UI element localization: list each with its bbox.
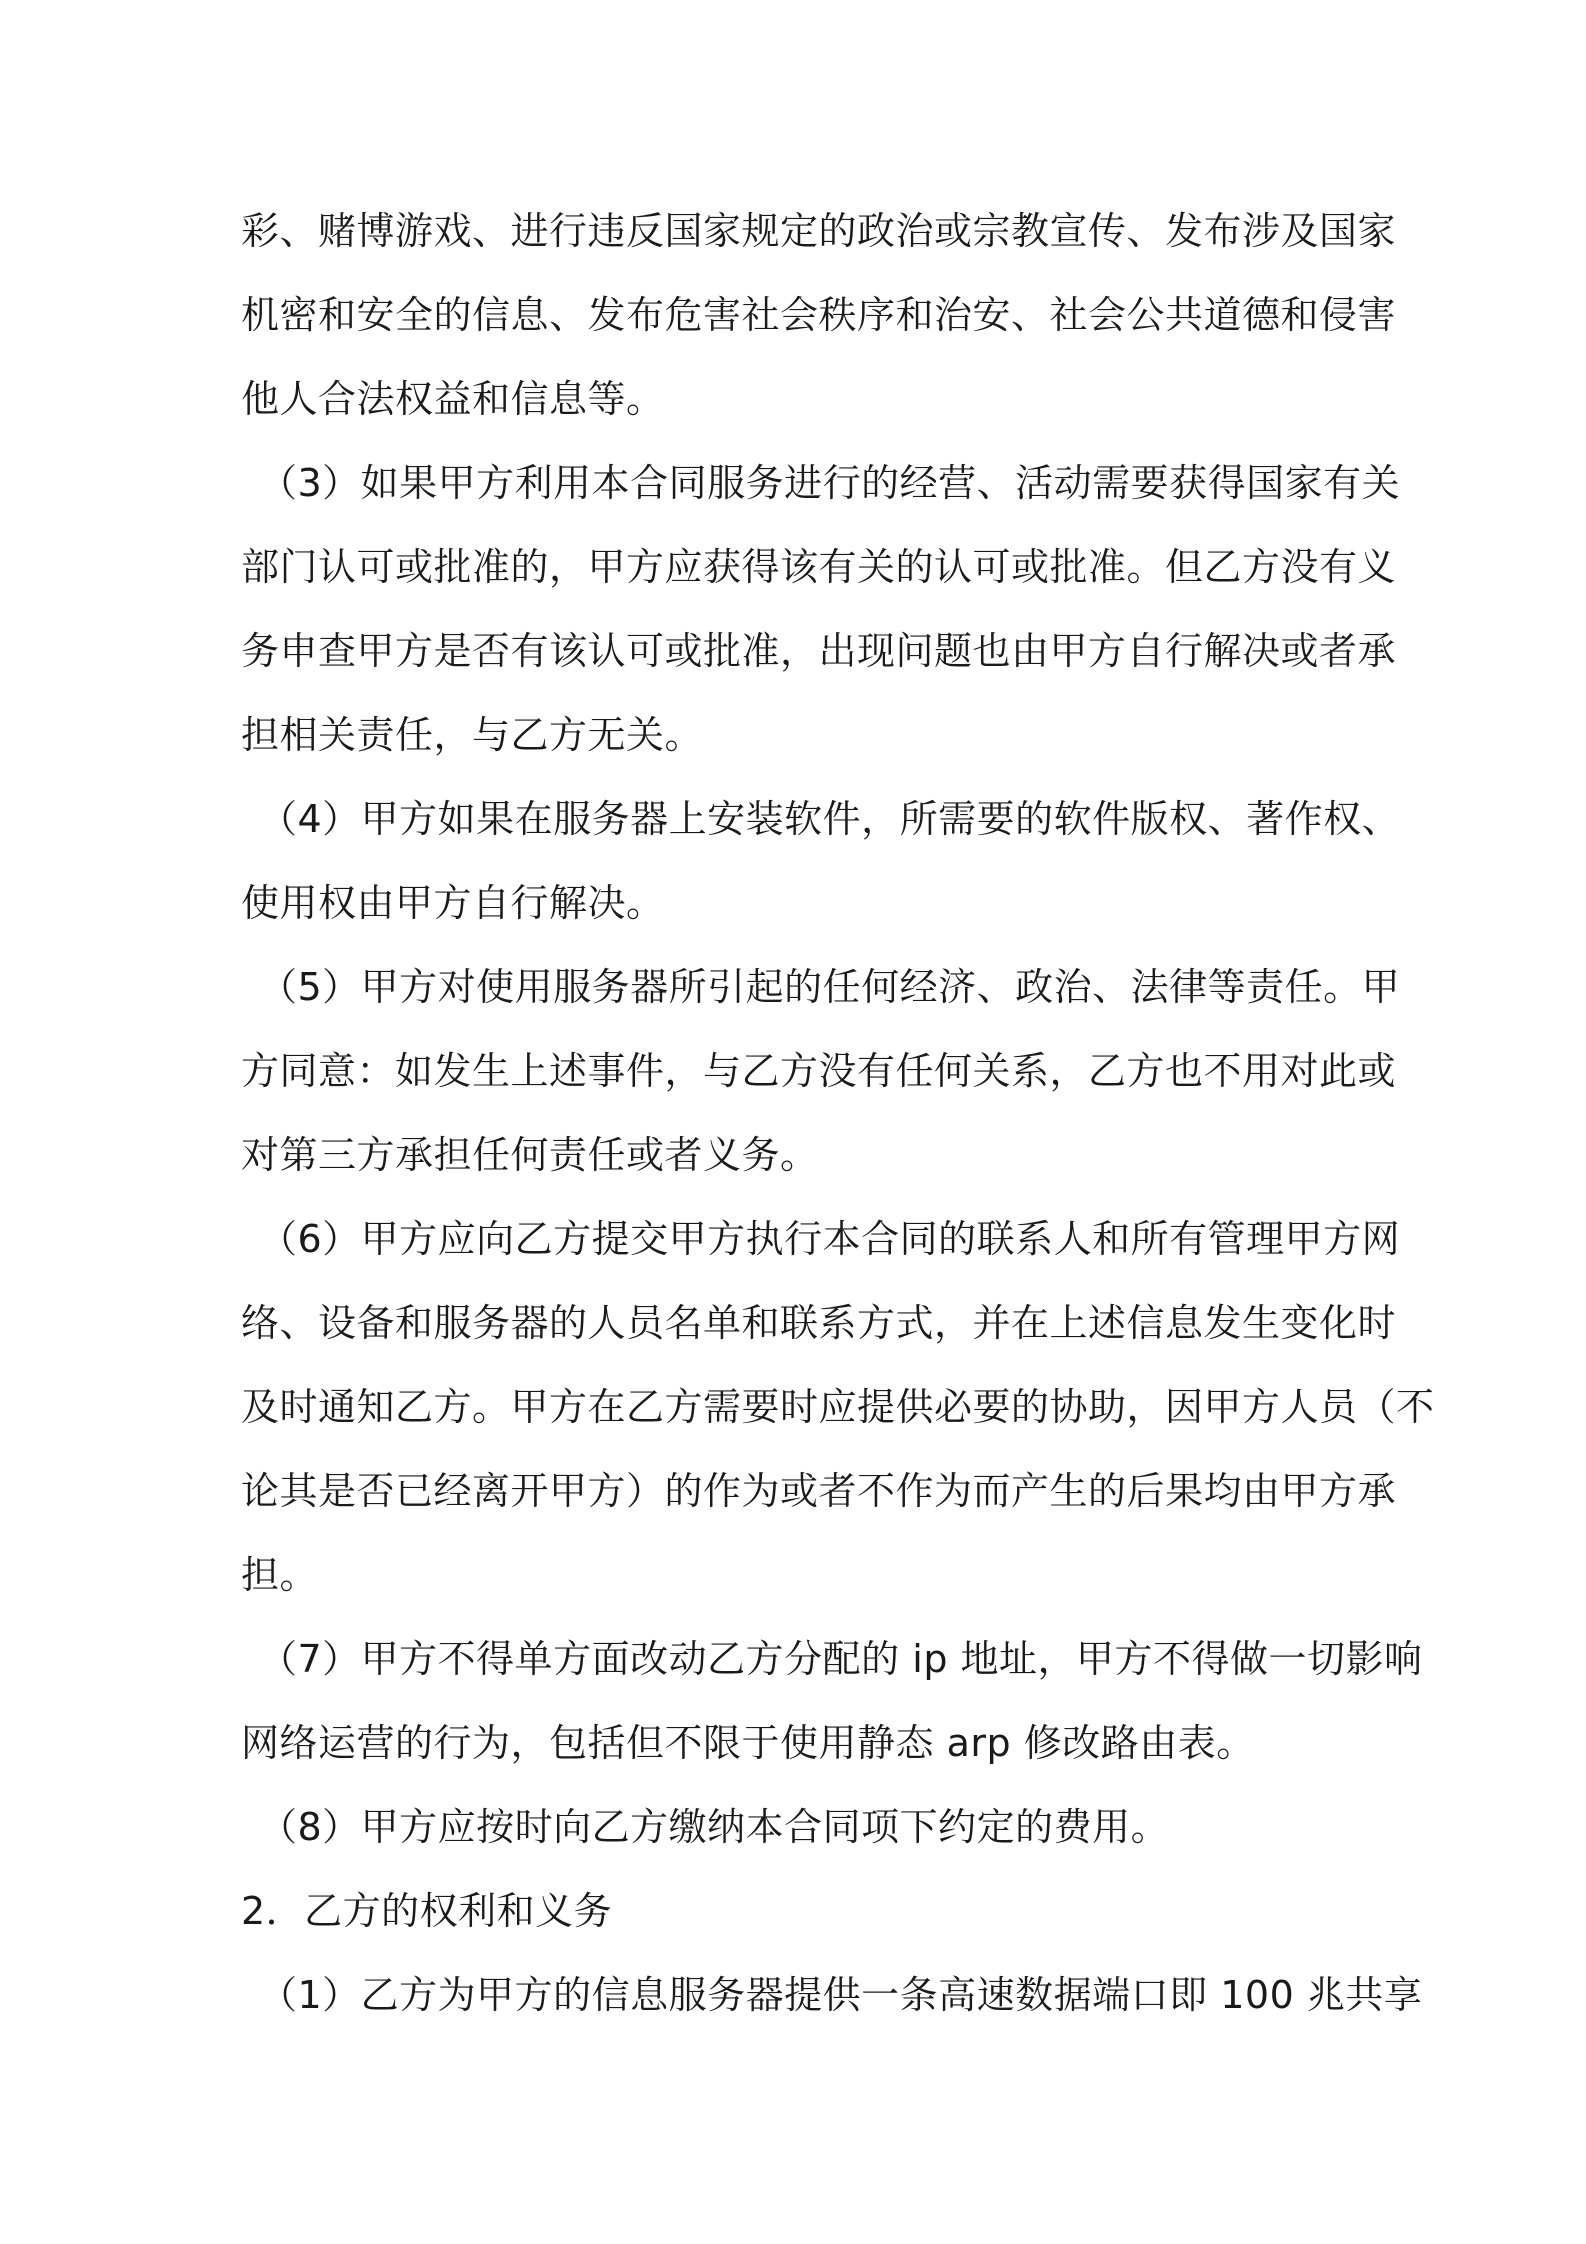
text-line: 机密和安全的信息、发布危害社会秩序和治安、社会公共道德和侵害 bbox=[241, 293, 1397, 337]
text-line: 他人合法权益和信息等。 bbox=[241, 377, 665, 421]
clause-6-line: （6）甲方应向乙方提交甲方执行本合同的联系人和所有管理甲方网 bbox=[259, 1217, 1401, 1261]
text-line: 部门认可或批准的，甲方应获得该有关的认可或批准。但乙方没有义 bbox=[241, 545, 1397, 589]
clause-1-line: （1）乙方为甲方的信息服务器提供一条高速数据端口即 100 兆共享 bbox=[259, 1973, 1423, 2017]
text-line: 络、设备和服务器的人员名单和联系方式，并在上述信息发生变化时 bbox=[241, 1301, 1397, 1345]
text-line: 担。 bbox=[241, 1553, 319, 1597]
text-line: 担相关责任，与乙方无关。 bbox=[241, 713, 704, 757]
text-line: 及时通知乙方。甲方在乙方需要时应提供必要的协助，因甲方人员（不 bbox=[241, 1385, 1435, 1429]
clause-3-line: （3）如果甲方利用本合同服务进行的经营、活动需要获得国家有关 bbox=[259, 461, 1401, 505]
section-heading: 2．乙方的权利和义务 bbox=[241, 1889, 613, 1933]
clause-8-line: （8）甲方应按时向乙方缴纳本合同项下约定的费用。 bbox=[259, 1805, 1170, 1849]
text-line: 方同意：如发生上述事件，与乙方没有任何关系，乙方也不用对此或 bbox=[241, 1049, 1397, 1093]
text-line: 务申查甲方是否有该认可或批准，出现问题也由甲方自行解决或者承 bbox=[241, 629, 1397, 673]
text-line: 彩、赌博游戏、进行违反国家规定的政治或宗教宣传、发布涉及国家 bbox=[241, 209, 1397, 253]
text-line: 论其是否已经离开甲方）的作为或者不作为而产生的后果均由甲方承 bbox=[241, 1469, 1397, 1513]
clause-5-line: （5）甲方对使用服务器所引起的任何经济、政治、法律等责任。甲 bbox=[259, 965, 1401, 1009]
clause-4-line: （4）甲方如果在服务器上安装软件，所需要的软件版权、著作权、 bbox=[259, 797, 1401, 841]
text-line: 网络运营的行为，包括但不限于使用静态 arp 修改路由表。 bbox=[241, 1721, 1255, 1765]
text-line: 使用权由甲方自行解决。 bbox=[241, 881, 665, 925]
text-line: 对第三方承担任何责任或者义务。 bbox=[241, 1133, 819, 1177]
clause-7-line: （7）甲方不得单方面改动乙方分配的 ip 地址，甲方不得做一切影响 bbox=[259, 1637, 1423, 1681]
